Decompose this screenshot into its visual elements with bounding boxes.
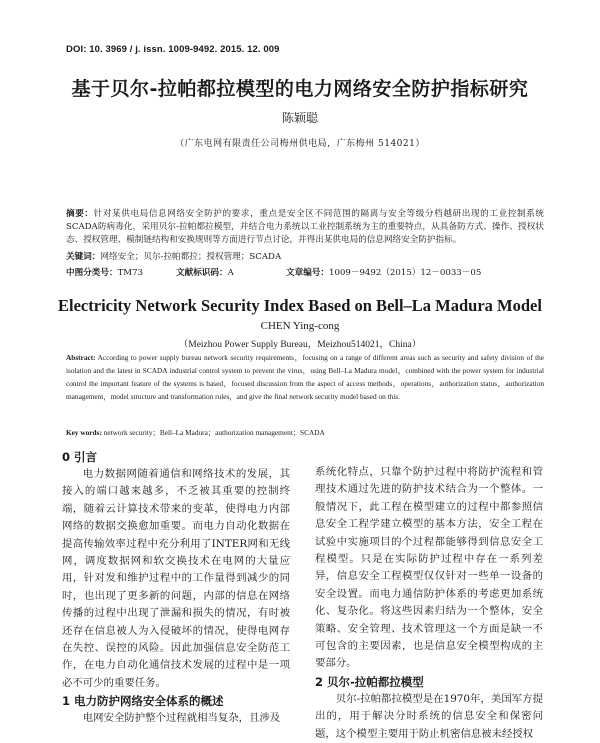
english-abstract-label: Abstract: [66,353,96,362]
paragraph-section-2: 贝尔-拉帕都拉模型是在1970年，美国军方提出的，用于解决分时系统的信息安全和保密问题，这个模型主要用于防止机密信息被未经授权 [315,692,543,740]
english-keywords-text: network security；Bell–La Madura；authorization management；SCADA [103,428,325,437]
article-number-value: 1009－9492（2015）12－0033－05 [328,268,482,278]
chinese-abstract-text: 针对某供电局信息网络安全防护的要求，重点是安全区不同范围的隔离与安全等级分档越研出现的工业控制系统SCADA防病毒化，采用贝尔-拉帕都拉模型，并结合电力系统以工业控制系统为主的重要特点，从具备防方式、操作、授权状态、授权管理、模制链结构和安换规则等方面进行节点讨论，并得出某供电局的信息网络安全防护指标。 [66,209,544,245]
section-heading-1: 1 电力防护网络安全体系的概述 [62,694,224,709]
section-heading-2: 2 贝尔-拉帕都拉模型 [315,674,424,689]
chinese-author: 陈颖聪 [281,111,318,125]
english-affiliation: （Meizhou Power Supply Bureau，Meizhou514021，China） [178,340,422,350]
clc-value: TM73 [117,268,144,278]
doc-code-value: A [227,268,234,278]
chinese-title: 基于贝尔-拉帕都拉模型的电力网络安全防护指标研究 [71,78,529,100]
english-title: Electricity Network Security Index Based on Bell–La Madura Model [58,296,542,315]
doc-code-label: 文献标识码： [176,268,228,278]
paragraph-continued: 系统化特点，只靠个防护过程中将防护流程和管理技术通过先进的防护技术结合为一个整体。一般情况下，此工程在模型建立的过程中都参照信息安全工程学建立模型的基本方法，安全工程在试验中实施项目的个过程都能够得到信息安全工程模型。只是在实际防护过程中存在一系列差异，信息安全工程模型仅仅针对一些单一设备的安全设置。而电力通信防护体系的考虑更加系统化、复杂化。将这些因素归结为一个整体，安全策略、安全管理、技术管理这一个方面是缺一不可包含的主要因素，也是信息安全模型构成的主要部分。 [315,466,543,670]
body-left-column [62,448,290,728]
doi-line: DOI: 10. 3969 / j. issn. 1009-9492. 2015. 12. 009 [66,44,280,55]
classification-line [66,266,544,278]
chinese-abstract [66,208,544,247]
chinese-abstract-label: 摘要： [66,209,94,219]
chinese-affiliation: （广东电网有限责任公司梅州供电局，广东梅州 514021） [175,139,425,149]
english-keywords-label: Key words: [66,428,102,437]
english-keywords [66,428,325,438]
english-author: CHEN Ying-cong [260,320,340,332]
clc-label: 中图分类号： [66,268,118,278]
article-number-label: 文章编号： [286,268,329,278]
english-abstract-text: According to power supply bureau network security requirements，focusing on a range of different areas such as security and safety division of the isolation and the latest in SCADA industrial control system to prevent the virus，using Bell–La Madura model，combined with the power system for industrial control the important feature of the systems is based，focused discussion from the aspect of access methods，operations，authorization status，authorization management，model structure and transformation rules，and give the final network security model based on this. [66,353,544,401]
chinese-keywords-text: 网络安全；贝尔-拉帕都拉；授权管理；SCADA [100,252,282,262]
paragraph-introduction: 电力数据网随着通信和网络技术的发展，其接入的端口越来越多，不乏被其重要的控制终端，随着云计算技术带来的变革，使得电力内部网络的数据交换愈加重要。而电力自动化数据在提高传输效率过程中充分利用了INTER网和无线网，调度数据网和软交换技术在电网的大量应用，针对发和维护过程中的工作量得到减少的同时，也出现了更多新的问题，内部的信息在网络传播的过程中出现了泄漏和损失的情况，有时被还存在信息被人为入侵破坏的情况，使得电网存在失控、误控的风险。因此加强信息安全防范工作，在电力自动化通信技术发展的过程中是一项必不可少的重要任务。 [62,468,290,689]
chinese-keywords-label: 关键词： [66,252,101,262]
chinese-keywords [66,250,281,262]
section-heading-introduction: 0 引言 [62,450,98,464]
body-right-column [315,464,543,743]
english-abstract [66,352,544,404]
paragraph-section-1: 电网安全防护整个过程就相当复杂，且涉及 [82,712,281,725]
